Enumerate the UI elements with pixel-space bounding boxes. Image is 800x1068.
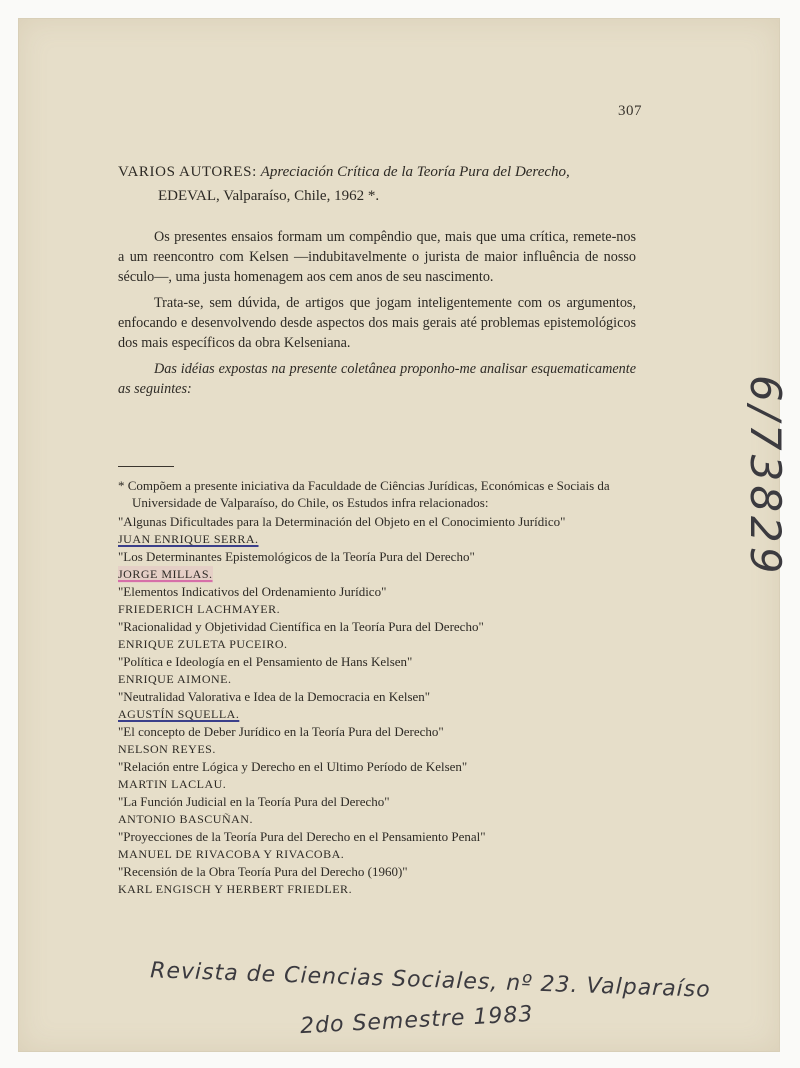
handwritten-margin-number: 6/73829 bbox=[741, 375, 790, 578]
footnote-entry bbox=[118, 723, 638, 758]
entry-title: "Política e Ideología en el Pensamiento de Hans Kelsen" bbox=[118, 654, 413, 669]
heading-title: Apreciación Crítica de la Teoría Pura del Derecho, bbox=[260, 164, 570, 180]
handwritten-date-note: 2do Semestre 1983 bbox=[299, 1001, 535, 1040]
handwritten-source-note: Revista de Ciencias Sociales, nº 23. Valparaíso bbox=[149, 958, 712, 1003]
entry-title: "Neutralidad Valorativa e Idea de la Democracia en Kelsen" bbox=[118, 689, 431, 704]
entry-author: JORGE MILLAS. bbox=[118, 567, 213, 581]
entry-author: ANTONIO BASCUÑAN. bbox=[118, 812, 253, 826]
entry-title: "Recensión de la Obra Teoría Pura del Derecho (1960)" bbox=[118, 864, 408, 879]
footnote-entry bbox=[118, 618, 638, 653]
entry-author: ENRIQUE AIMONE. bbox=[118, 672, 232, 686]
page-number: 307 bbox=[618, 103, 642, 119]
body-paragraph-1: Os presentes ensaios formam um compêndio que, mais que uma crítica, remete-nos a um reencontro com Kelsen —indubitavelmente o jurista de maior influência de nosso século—, uma justa homenagem aos cem anos de seu nascimento. bbox=[118, 229, 636, 285]
footnote-entry bbox=[118, 583, 638, 618]
entry-author: MARTIN LACLAU. bbox=[118, 777, 227, 791]
heading-line-1 bbox=[118, 160, 638, 184]
review-heading bbox=[118, 160, 638, 208]
body-paragraph-italic: Das idéias expostas na presente coletânea proponho-me analisar esquematicamente as seguintes: bbox=[118, 361, 636, 397]
heading-publisher: EDEVAL, Valparaíso, Chile, 1962 *. bbox=[158, 188, 380, 204]
entry-author: AGUSTÍN SQUELLA. bbox=[118, 707, 240, 721]
entry-author: JUAN ENRIQUE SERRA. bbox=[118, 532, 259, 546]
review-body bbox=[118, 227, 636, 405]
body-paragraph-2: Trata-se, sem dúvida, de artigos que jogam inteligentemente com os argumentos, enfocando e desenvolvendo desde aspectos dos mais gerais até problemas epistemológicos dos mais específicos da obra Kelseniana. bbox=[118, 295, 636, 351]
entry-title: "Relación entre Lógica y Derecho en el Ultimo Período de Kelsen" bbox=[118, 759, 468, 774]
heading-authors: VARIOS AUTORES: bbox=[118, 164, 257, 180]
footnote-entry bbox=[118, 513, 638, 548]
footnote bbox=[118, 477, 638, 898]
footnote-entry bbox=[118, 548, 638, 583]
entry-title: "Algunas Dificultades para la Determinación del Objeto en el Conocimiento Jurídico" bbox=[118, 514, 566, 529]
entry-title: "Elementos Indicativos del Ordenamiento Jurídico" bbox=[118, 584, 387, 599]
entry-title: "Los Determinantes Epistemológicos de la Teoría Pura del Derecho" bbox=[118, 549, 475, 564]
entry-author: ENRIQUE ZULETA PUCEIRO. bbox=[118, 637, 288, 651]
entry-title: "La Función Judicial en la Teoría Pura del Derecho" bbox=[118, 794, 390, 809]
footnote-entry bbox=[118, 828, 638, 863]
entry-title: "Racionalidad y Objetividad Científica en la Teoría Pura del Derecho" bbox=[118, 619, 484, 634]
entry-author: MANUEL DE RIVACOBA Y RIVACOBA. bbox=[118, 847, 345, 861]
footnote-intro: * Compõem a presente iniciativa da Faculdade de Ciências Jurídicas, Económicas e Sociais da Universidade de Valparaíso, do Chile, os Estudos infra relacionados: bbox=[118, 478, 610, 510]
entry-author: FRIEDERICH LACHMAYER. bbox=[118, 602, 281, 616]
entry-title: "Proyecciones de la Teoría Pura del Derecho en el Pensamiento Penal" bbox=[118, 829, 486, 844]
footnote-entry bbox=[118, 758, 638, 793]
footnote-entry bbox=[118, 653, 638, 688]
entry-author: NELSON REYES. bbox=[118, 742, 216, 756]
entry-author: KARL ENGISCH Y HERBERT FRIEDLER. bbox=[118, 882, 353, 896]
footnote-entry bbox=[118, 863, 638, 898]
entry-title: "El concepto de Deber Jurídico en la Teoría Pura del Derecho" bbox=[118, 724, 444, 739]
footnote-rule bbox=[118, 466, 174, 467]
footnote-entry bbox=[118, 793, 638, 828]
footnote-entry bbox=[118, 688, 638, 723]
